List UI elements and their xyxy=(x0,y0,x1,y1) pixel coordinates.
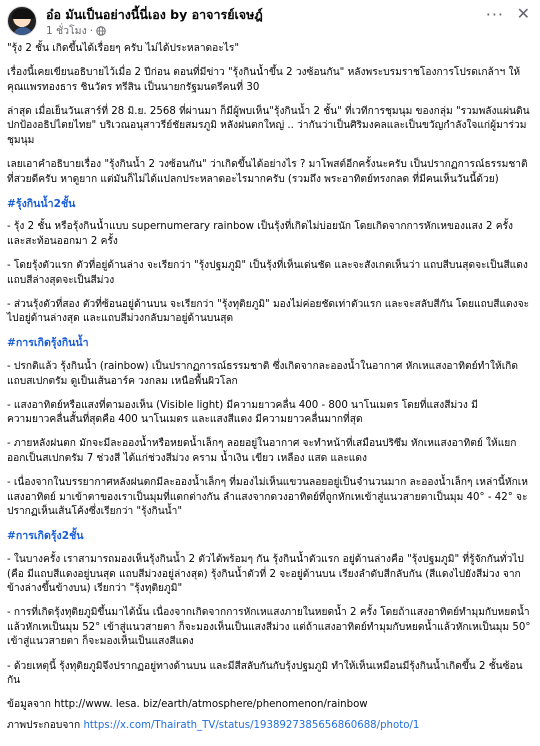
intro-paragraph: "รุ้ง 2 ชั้น เกิดขึ้นได้เรื่อยๆ ครับ ไม่ได้ประหลาดอะไร" xyxy=(7,43,240,54)
hashtag-link[interactable]: #การเกิดรุ้ง2ชั้น xyxy=(7,530,84,543)
source-line xyxy=(7,698,533,713)
section1-item: - ส่วนรุ้งตัวที่สอง ตัวที่ซ้อนอยู่ด้านบน จะเรียกว่า "รุ้งทุติยภูมิ" มองไม่ค่อยชัดเท่าตัวแรก และจะสลับสีกัน โดยแถบสีแดงจะไปอยู่ด้านล่างสุด และแถบสีม่วงกลับมาอยู่ด้านบนสุด xyxy=(7,298,530,325)
intro-paragraph: ล่าสุด เมื่อเย็นวันเสาร์ที่ 28 มิ.ย. 2568 ที่ผ่านมา ก็มีผู้พบเห็น"รุ้งกินน้ำ 2 ชั้น" ที่เวทีการชุมนุม ของกลุ่ม "รวมพลังแผ่นดิน ปกป้องอธิปไตยไทย" บริเวณอนุสาวรีย์ชัยสมรภูมิ หลังฝนตกใหญ่ .. ว่ากันว่าเป็นศิริมงคลและเป็นขวัญกำลังใจแก่ผู้มาร่วมชุมนุม xyxy=(7,105,533,146)
section1-item: - โดยรุ้งตัวแรก ตัวที่อยู่ด้านล่าง จะเรียกว่า "รุ้งปฐมภูมิ" เป็นรุ้งที่เห็นเด่นชัด และจะสังเกตเห็นว่า แถบสีบนสุดจะเป็นสีแดง แถบสีล่างสุดจะเป็นสีม่วง xyxy=(7,260,532,286)
intro-paragraph: เรื่องนี้เคยเขียนอธิบายไว้เมื่อ 2 ปีก่อน ตอนที่มีข่าว "รุ้งกินน้ำขึ้น 2 วงซ้อนกัน" หลังพระบรมราชโองการโปรดเกล้าฯ ให้คุณแพรทองธาร ชินวัตร ทรีสิน เป็นนายกรัฐมนตรีคนที่ 30 xyxy=(7,67,521,93)
source-url: http://www. lesa. biz/earth/atmosphere/phenomenon/rainbow xyxy=(54,699,368,711)
section2-item: - เนื่องจากในบรรยากาศหลังฝนตกมีละอองน้ำเล็กๆ ที่มองไม่เห็นแขวนลอยอยู่เป็นจำนวนมาก ละอองน้ำเล็กๆ เหล่านี้หักเหแสงอาทิตย์ มาเข้าตาของเราเป็นมุมที่แตกต่างกัน ลำแสงจากดวงอาทิตย์ที่ถูกหักเหเข้าสู่แนวสายตาเป็นมุม 40° - 42° จะปรากฏเห็นเส้นโค้งซึ่งเรียกว่า "รุ้งกินน้ำ" xyxy=(7,477,528,518)
section1-item: - รุ้ง 2 ชั้น หรือรุ้งกินน้ำแบบ supernumerary rainbow เป็นรุ้งที่เกิดไม่บ่อยนัก โดยเกิดจากการหักเหของแสง 2 ครั้ง และสะท้อนออกมา 2 ครั้ง xyxy=(7,221,517,247)
section3-item: - การที่เกิดรุ้งทุติยภูมิขึ้นมาได้นั้น เนื่องจากเกิดจากการหักเหแสงภายในหยดน้ำ 2 ครั้ง โดยถ้าแสงอาทิตย์ทำมุมกับหยดน้ำ แล้วหักเหเป็นมุม 52° เข้าสู่แนวสายตา ก็จะมองเห็นเป็นแสงสีม่วง แต่ถ้าแสงอาทิตย์ทำมุมกับหยดน้ำแล้วหักเหเป็นมุม 50° เข้าสู่แนวสายตา ก็จะมองเห็นเป็นแสงสีแดง xyxy=(7,607,534,648)
intro-paragraph: เลยเอาคำอธิบายเรื่อง "รุ้งกินน้ำ 2 วงซ้อนกัน" ว่าเกิดขึ้นได้อย่างไร ? มาโพสต์อีกครั้งนะครับ เป็นปรากฏการณ์ธรรมชาติที่สวยดีครับ หาดูยาก แต่มันก็ไม่ได้แปลกประหลาดอะไรมากครับ (รวมถึง พระอาทิตย์ทรงกลด ที่มีคนเห็นวันนี้ด้วย) xyxy=(7,159,528,185)
post-time[interactable]: 1 ชั่วโมง xyxy=(46,25,87,37)
hashtag-link[interactable]: #การเกิดรุ้งกินน้ำ xyxy=(7,337,89,350)
close-icon[interactable]: ✕ xyxy=(516,4,530,23)
globe-icon xyxy=(96,26,106,36)
section3-item: - ในบางครั้ง เราสามารถมองเห็นรุ้งกินน้ำ 2 ตัวได้พร้อมๆ กัน รุ้งกินน้ำตัวแรก อยู่ด้านล่างคือ "รุ้งปฐมภูมิ" ที่รู้จักกันทั่วไป (คือ มีแถบสีแดงอยู่บนสุด แถบสีม่วงอยู่ล่างสุด) รุ้งกินน้ำตัวที่ 2 จะอยู่ด้านบน เรียงลำดับสีกลับกัน (สีแดงไปยังสีม่วง จากข้างล่างขึ้นข้างบน) เรียกว่า "รุ้งทุติยภูมิ" xyxy=(7,553,528,595)
hashtag-link[interactable]: #รุ้งกินน้ำ2ชั้น xyxy=(7,197,76,210)
section3-item: - ด้วยเหตุนี้ รุ้งทุติยภูมิจึงปรากฏอยู่ทางด้านบน และมีสีสลับกันกับรุ้งปฐมภูมิ ทำให้เห็นเหมือนมีรุ้งกินน้ำเกิดขึ้น 2 ชั้นซ้อนกัน xyxy=(7,660,523,687)
post-header xyxy=(7,6,532,38)
photo-credit-line xyxy=(7,719,533,734)
avatar-hair xyxy=(12,9,34,19)
section2-item: - แสงอาทิตย์หรือแสงที่ตามองเห็น (Visible light) มีความยาวคลื่น 400 - 800 นาโนเมตร โดยที่แสงสีม่วง มีความยาวคลื่นสั้นที่สุดคือ 400 นาโนเมตร และแสงสีแดง มีความยาวคลื่นมากที่สุด xyxy=(7,399,478,426)
section2-item: - ภายหลังฝนตก มักจะมีละอองน้ำหรือหยดน้ำเล็กๆ ลอยอยู่ในอากาศ จะทำหน้าที่เสมือนปริซึม หักเหแสงอาทิตย์ ให้แยกออกเป็นสเปกตรัม 7 ช่วงสี ได้แก่ช่วงสีม่วง คราม น้ำเงิน เขียว เหลือง แสด และแดง xyxy=(7,438,517,464)
avatar-shirt xyxy=(13,27,33,36)
more-options-icon[interactable]: ··· xyxy=(485,5,504,24)
author-avatar[interactable] xyxy=(7,6,37,36)
author-name[interactable]: อ๋อ มันเป็นอย่างนี้นี่เอง by อาจารย์เจษฎ์ xyxy=(46,7,263,22)
post-meta xyxy=(46,22,106,39)
section2-item: - ปรกติแล้ว รุ้งกินน้ำ (rainbow) เป็นปรากฏการณ์ธรรมชาติ ซึ่งเกิดจากละอองน้ำในอากาศ หักเหแสงอาทิตย์ทำให้เกิดแถบสเปกตรัม ดูเป็นเส้นอาร์ค วงกลม เหนือพื้นผิวโลก xyxy=(7,361,518,387)
source-label: ข้อมูลจาก xyxy=(7,699,51,711)
photo-credit-link[interactable]: https://x.com/Thairath_TV/status/1938927385656860688/photo/1 xyxy=(83,719,420,731)
meta-separator: · xyxy=(89,24,94,37)
photo-credit-label: ภาพประกอบจาก xyxy=(7,719,81,731)
post-body xyxy=(7,42,533,739)
